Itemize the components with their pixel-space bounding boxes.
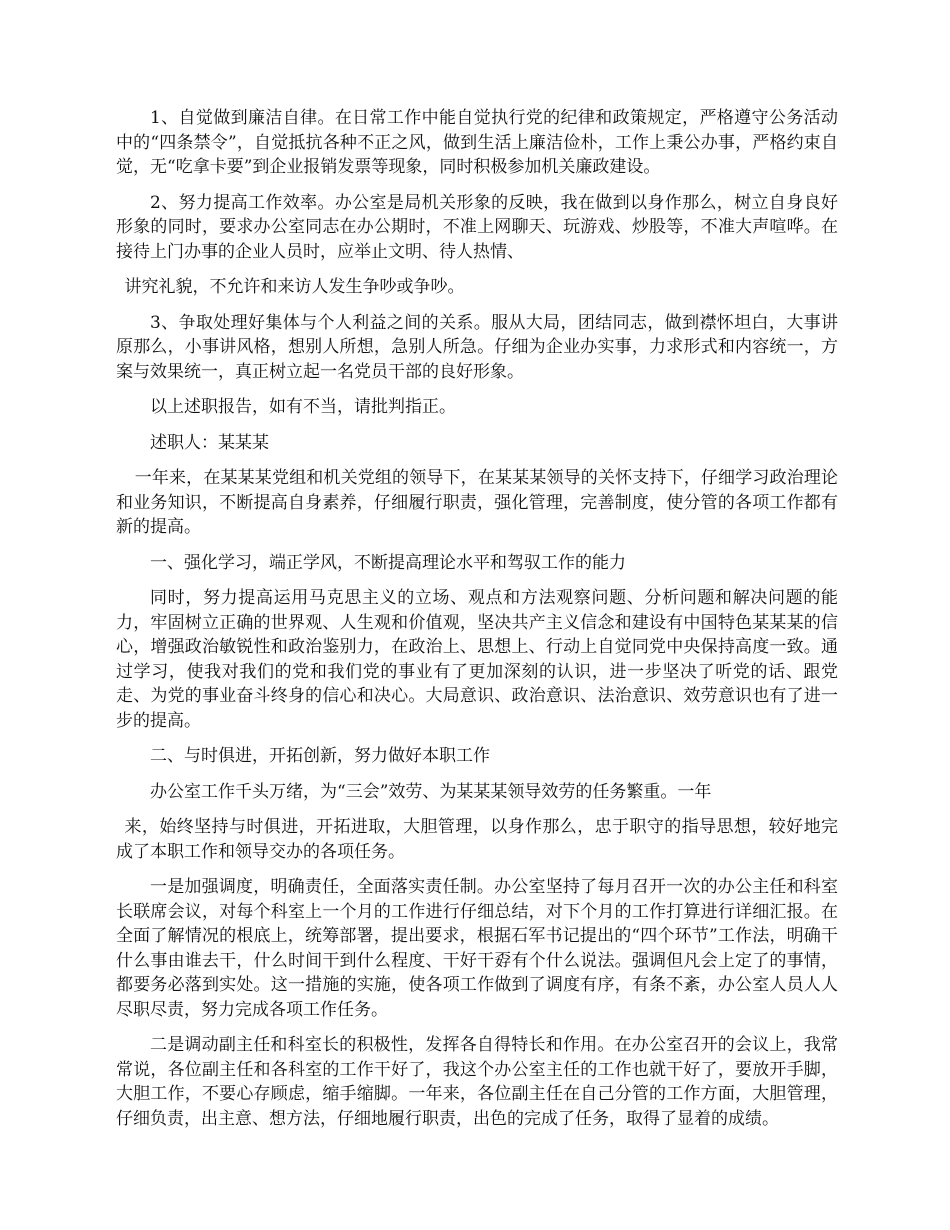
paragraph-scheduling: 一是加强调度，明确责任，全面落实责任制。办公室坚持了每月召开一次的办公主任和科室长联席会议，对每个科室上一个月的工作进行仔细总结，对下个月的工作打算进行详细汇报。在全面了解情况的根底上，统筹部署，提出要求，根据石军书记提出的“四个环节”工作法，明确干什么事由谁去干，什么时间干到什么程度、干好干孬有个什么说法。强调但凡会上定了的事情，都要务必落到实处。这一措施的实施，使各项工作做到了调度有序，有条不紊，办公室人员人人尽职尽责，努力完成各项工作任务。 <box>116 877 838 1020</box>
paragraph-courtesy: 讲究礼貌，不允许和来访人发生争吵或争吵。 <box>124 277 465 297</box>
paragraph-collective-interest: 3、争取处理好集体与个人利益之间的关系。服从大局，团结同志，做到襟怀坦白，大事讲原那么，小事讲风格，想别人所想，急别人所急。仔细为企业办实事，力求形式和内容统一，方案与效果统一，真正树立起一名党员干部的良好形象。 <box>116 312 838 382</box>
paragraph-deputies: 二是调动副主任和科室长的积极性，发挥各自得特长和作用。在办公室召开的会议上，我常常说，各位副主任和各科室的工作干好了，我这个办公室主任的工作也就干好了，要放开手脚，大胆工作，不要心存顾虑，缩手缩脚。一年来，各位副主任在自己分管的工作方面，大胆管理，仔细负责，出主意、想方法，仔细地履行职责，出色的完成了任务，取得了显着的成绩。 <box>116 1035 838 1129</box>
paragraph-efficiency: 2、努力提高工作效率。办公室是局机关形象的反映，我在做到以身作那么，树立自身良好形象的同时，要求办公室同志在办公期时，不准上网聊天、玩游戏、炒股等，不准大声喧哗。在接待上门办事的企业人员时，应举止文明、待人热情、 <box>116 192 838 262</box>
paragraph-study-details: 同时，努力提高运用马克思主义的立场、观点和方法观察问题、分析问题和解决问题的能力，牢固树立正确的世界观、人生观和价值观，坚决共产主义信念和建设有中国特色某某某的信心，增强政治敏锐性和政治鉴别力，在政治上、思想上、行动上自觉同党中央保持高度一致。通过学习，使我对我们的党和我们党的事业有了更加深刻的认识，进一步坚决了听党的话、跟党走、为党的事业奋斗终身的信心和决心。大局意识、政治意识、法治意识、效劳意识也有了进一步的提高。 <box>116 588 838 731</box>
section-heading-study: 一、强化学习，端正学风，不断提高理论水平和驾驭工作的能力 <box>150 552 626 573</box>
paragraph-year-summary: 一年来，在某某某党组和机关党组的领导下，在某某某领导的关怀支持下，仔细学习政治理论和业务知识，不断提高自身素养，仔细履行职责，强化管理，完善制度，使分管的各项工作都有新的提高。 <box>116 468 838 537</box>
paragraph-integrity: 1、自觉做到廉洁自律。在日常工作中能自觉执行党的纪律和政策规定，严格遵守公务活动中的“四条禁令”，自觉抵抗各种不正之风，做到生活上廉洁俭朴，工作上秉公办事，严格约束自觉，无“吃拿卡要”到企业报销发票等现象，同时积极参加机关廉政建设。 <box>116 108 838 177</box>
document-page <box>116 106 838 1142</box>
signature-line: 述职人：某某某 <box>150 432 269 453</box>
section-heading-innovation: 二、与时俱进，开拓创新，努力做好本职工作 <box>150 746 490 766</box>
paragraph-office-work-continued: 来，始终坚持与时俱进，开拓进取，大胆管理，以身作那么，忠于职守的指导思想，较好地完成了本职工作和领导交办的各项任务。 <box>116 817 838 862</box>
paragraph-closing: 以上述职报告，如有不当，请批判指正。 <box>150 397 456 417</box>
paragraph-office-work: 办公室工作千头万绪，为“三会”效劳、为某某某领导效劳的任务繁重。一年 <box>150 781 712 802</box>
